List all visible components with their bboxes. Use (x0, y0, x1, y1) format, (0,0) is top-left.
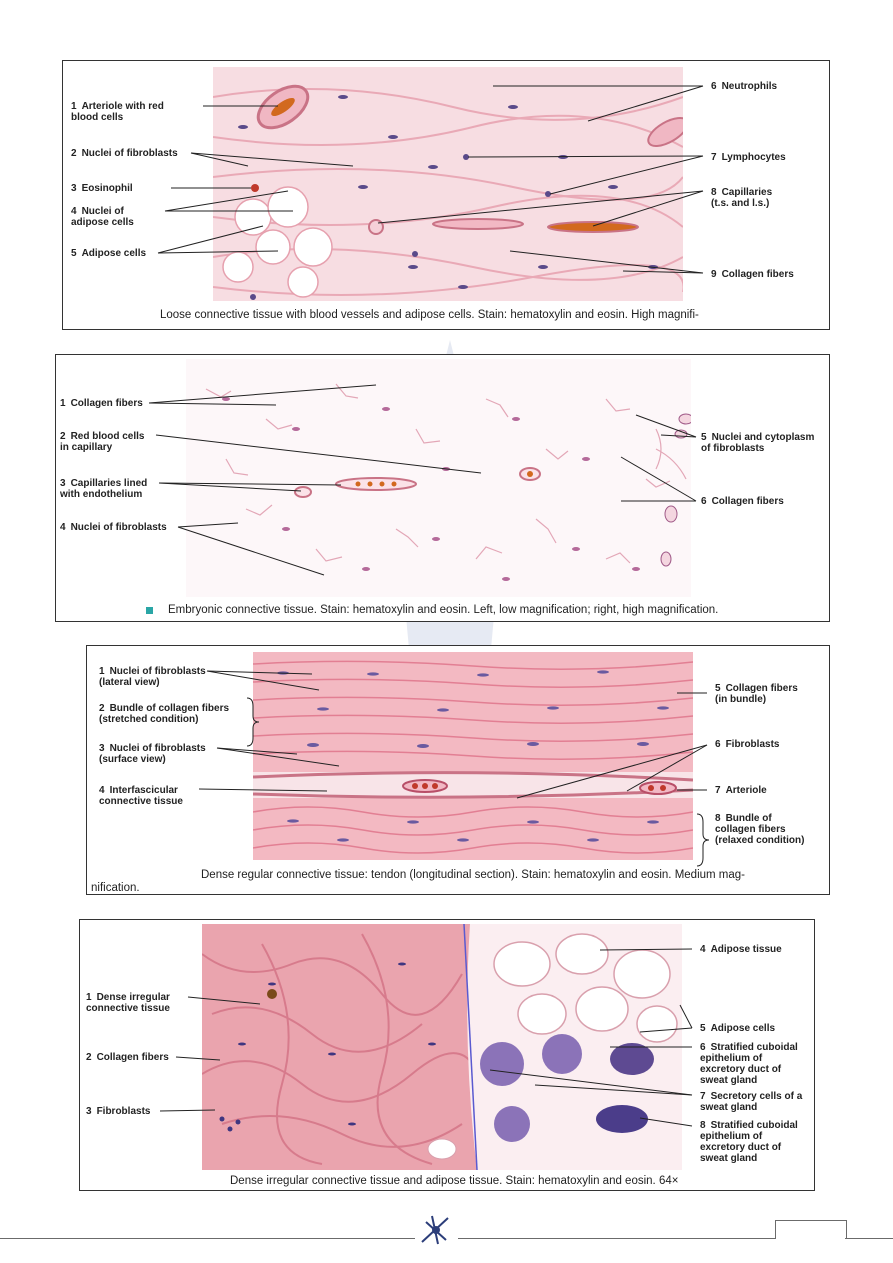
fig3-label-8: 8 Bundle of collagen fibers (relaxed condition) (715, 813, 805, 846)
fig2-label-4: 4 Nuclei of fibroblasts (60, 522, 167, 533)
micrograph-embryonic (186, 359, 691, 597)
fig3-caption-line1: Dense regular connective tissue: tendon (longitudinal section). Stain: hematoxylin and eosin. Medium mag- (201, 869, 745, 881)
fig1-label-6: 6 Neutrophils (711, 81, 778, 92)
fig3-label-7: 7 Arteriole (715, 785, 767, 796)
fig2-label-3: 3 Capillaries lined with endothelium (60, 478, 148, 500)
footer-logo-icon (418, 1212, 454, 1248)
fig4-label-6: 6 Stratified cuboidal epithelium of excretory duct of sweat gland (700, 1042, 798, 1086)
fig1-caption: Loose connective tissue with blood vessels and adipose cells. Stain: hematoxylin and eosin. High magnifi- (160, 309, 699, 321)
figure-loose-connective-tissue (62, 60, 830, 330)
page-number-tab (775, 1220, 847, 1239)
fig4-label-3: 3 Fibroblasts (86, 1106, 151, 1117)
fig2-label-1: 1 Collagen fibers (60, 398, 143, 409)
fig3-label-5: 5 Collagen fibers (in bundle) (715, 683, 798, 705)
fig4-label-2: 2 Collagen fibers (86, 1052, 169, 1063)
fig1-label-5: 5 Adipose cells (71, 248, 147, 259)
fig3-label-6: 6 Fibroblasts (715, 739, 780, 750)
fig1-label-9: 9 Collagen fibers (711, 269, 794, 280)
fig1-label-1: 1 Arteriole with red blood cells (71, 101, 164, 123)
fig3-label-1: 1 Nuclei of fibroblasts (lateral view) (99, 666, 206, 688)
fig4-label-7: 7 Secretory cells of a sweat gland (700, 1091, 803, 1113)
fig1-label-2: 2 Nuclei of fibroblasts (71, 148, 178, 159)
fig1-label-4: 4 Nuclei of adipose cells (71, 206, 134, 228)
fig3-label-3: 3 Nuclei of fibroblasts (surface view) (99, 743, 206, 765)
fig3-label-4: 4 Interfascicular connective tissue (99, 785, 183, 807)
fig4-label-8: 8 Stratified cuboidal epithelium of excretory duct of sweat gland (700, 1120, 798, 1164)
footer-rule-end (845, 1238, 893, 1239)
micrograph-loose-connective (213, 67, 683, 301)
footer-rule-left (0, 1238, 415, 1239)
caption-bullet-icon (146, 607, 153, 614)
fig1-label-3: 3 Eosinophil (71, 183, 133, 194)
fig4-label-1: 1 Dense irregular connective tissue (86, 992, 170, 1014)
fig4-label-4: 4 Adipose tissue (700, 944, 782, 955)
footer-rule-right (458, 1238, 775, 1239)
fig3-label-2: 2 Bundle of collagen fibers (stretched condition) (99, 703, 230, 725)
micrograph-tendon (253, 652, 693, 860)
fig1-label-7: 7 Lymphocytes (711, 152, 786, 163)
fig4-label-5: 5 Adipose cells (700, 1023, 776, 1034)
fig1-label-8: 8 Capillaries (t.s. and l.s.) (711, 187, 773, 209)
micrograph-dense-irregular (202, 924, 682, 1170)
fig2-label-5: 5 Nuclei and cytoplasm of fibroblasts (701, 432, 815, 454)
fig2-caption: Embryonic connective tissue. Stain: hematoxylin and eosin. Left, low magnification; right, high magnification. (168, 604, 719, 616)
figure-dense-regular-tendon (86, 645, 830, 895)
figure-dense-irregular-adipose (79, 919, 815, 1191)
fig2-label-2: 2 Red blood cells in capillary (60, 431, 145, 453)
figure-embryonic-connective-tissue (55, 354, 830, 622)
fig2-label-6: 6 Collagen fibers (701, 496, 784, 507)
fig3-caption-line2: nification. (91, 882, 140, 894)
fig4-caption: Dense irregular connective tissue and adipose tissue. Stain: hematoxylin and eosin. 64× (230, 1175, 679, 1187)
